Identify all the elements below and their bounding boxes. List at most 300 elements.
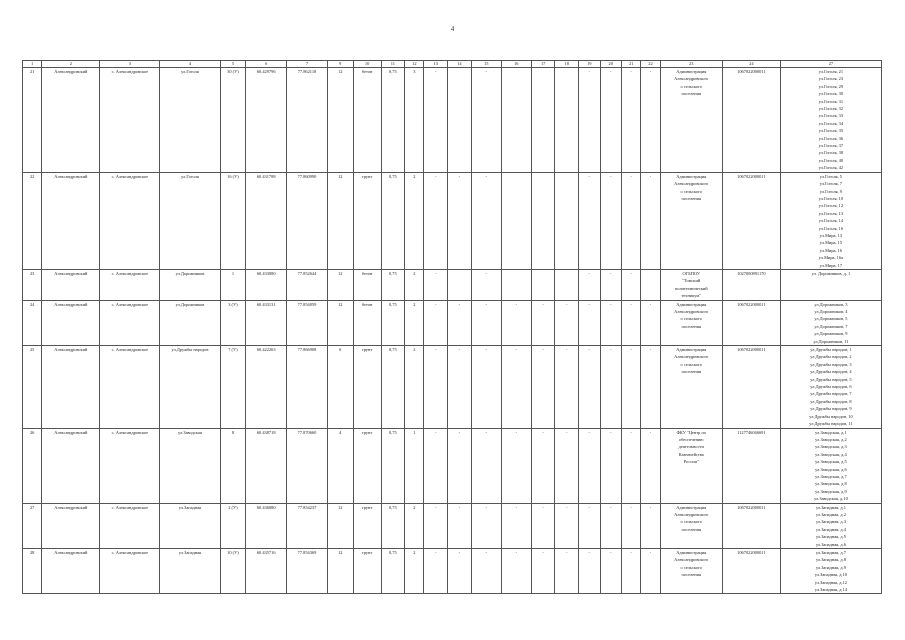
- table-cell: -: [621, 503, 640, 548]
- owner-line: Администрация: [676, 550, 707, 555]
- table-cell: -: [621, 300, 640, 345]
- table-cell: -: [600, 428, 621, 503]
- owner-line: Александровского: [674, 511, 709, 517]
- owner-line: обеспечению: [678, 436, 704, 442]
- table-cell: -: [641, 68, 660, 173]
- table-cell: -: [579, 300, 600, 345]
- table-cell: [555, 68, 579, 173]
- address-line: ул.Дорожников, 7: [814, 323, 848, 329]
- table-cell: -: [471, 549, 501, 594]
- address-line: ул.Заводская, д.9: [815, 488, 847, 494]
- address-line: ул.Гоголя, 7: [819, 181, 842, 187]
- table-cell: [448, 269, 472, 300]
- table-cell: -: [448, 172, 472, 269]
- address-line: ул.Дорожников, 5: [814, 316, 848, 322]
- column-header: 5: [220, 61, 246, 68]
- table-cell: 0,75: [381, 172, 405, 269]
- column-header: 11: [381, 61, 405, 68]
- owner-line: о сельского: [680, 564, 702, 570]
- addresses-cell: [780, 68, 881, 173]
- table-cell: с. Александровское: [100, 503, 160, 548]
- column-header: 16: [501, 61, 531, 68]
- address-line: ул.Дорожников, 9: [814, 331, 848, 337]
- column-header: 3: [100, 61, 160, 68]
- table-cell: 0,75: [381, 68, 405, 173]
- table-cell: 77.866908: [287, 346, 328, 428]
- table-cell: 2: [405, 549, 424, 594]
- owner-line: Администрация: [676, 69, 707, 74]
- addresses-cell: [780, 428, 881, 503]
- table-cell: [501, 68, 531, 173]
- table-cell: -: [424, 269, 448, 300]
- table-row: [23, 172, 882, 269]
- addresses-cell: [780, 503, 881, 548]
- table-cell: -: [471, 68, 501, 173]
- table-cell: 12: [327, 269, 353, 300]
- owner-cell: [660, 503, 722, 548]
- table-cell: Александровский: [42, 549, 100, 594]
- table-cell: 12: [327, 300, 353, 345]
- table-cell: -: [555, 346, 579, 428]
- column-header: 23: [660, 61, 722, 68]
- address-line: ул.Дорожников, 4: [814, 309, 848, 314]
- address-line: ул.Западная, д.8: [815, 557, 846, 563]
- table-cell: -: [424, 172, 448, 269]
- address-line: ул.Западная, д.2: [815, 511, 846, 517]
- table-cell: -: [641, 549, 660, 594]
- address-line: ул.Заводская, д.2: [815, 436, 847, 442]
- table-cell: -: [600, 549, 621, 594]
- address-line: ул.Гоголя, 10: [818, 195, 844, 201]
- table-cell: -: [600, 172, 621, 269]
- owner-cell: [660, 269, 722, 300]
- table-cell: 2: [405, 172, 424, 269]
- table-cell: -: [621, 269, 640, 300]
- table-cell: 22: [23, 172, 42, 269]
- address-line: ул. Дорожников, д. 1: [811, 270, 851, 276]
- table-cell: -: [579, 68, 600, 173]
- owner-line: России": [683, 459, 699, 465]
- address-line: ул.Гоголя, 29: [818, 83, 844, 89]
- table-cell: 0,75: [381, 549, 405, 594]
- table-cell: -: [531, 503, 555, 548]
- address-line: ул.Дружбы народов, 4: [810, 369, 852, 375]
- table-cell: 30 (У): [220, 68, 246, 173]
- column-header: 24: [722, 61, 780, 68]
- table-cell: -: [621, 549, 640, 594]
- address-line: ул.Западная, д.6: [815, 541, 846, 547]
- table-cell: -: [555, 300, 579, 345]
- address-line: ул.Дружбы народов, 6: [810, 384, 852, 390]
- table-cell: бетон: [353, 300, 381, 345]
- address-line: ул.Дружбы народов, 11: [809, 421, 853, 427]
- table-cell: -: [641, 300, 660, 345]
- table-cell: -: [501, 300, 531, 345]
- table-cell: Александровский: [42, 300, 100, 345]
- ogrn-cell: 1067022000011: [722, 503, 780, 548]
- table-cell: -: [600, 503, 621, 548]
- address-line: ул.Западная, д.14: [814, 587, 847, 593]
- table-cell: [501, 269, 531, 300]
- address-line: ул.Западная, д.12: [814, 579, 847, 585]
- address-line: ул.Дорожников, 3: [814, 301, 848, 307]
- table-cell: 12: [327, 172, 353, 269]
- address-line: ул.Гоголя, 37: [818, 143, 844, 149]
- table-cell: 77.862118: [287, 68, 328, 173]
- table-cell: с. Александровское: [100, 68, 160, 173]
- table-cell: 0,75: [381, 300, 405, 345]
- table-cell: Александровский: [42, 428, 100, 503]
- table-cell: 0,75: [381, 346, 405, 428]
- table-cell: -: [579, 269, 600, 300]
- table-cell: с. Александровское: [100, 300, 160, 345]
- table-cell: 77.852644: [287, 269, 328, 300]
- owner-line: "Томский: [682, 278, 701, 284]
- owner-line: Александровского: [674, 76, 709, 82]
- column-header: 15: [471, 61, 501, 68]
- table-cell: ул.Дорожников: [160, 269, 220, 300]
- address-line: ул.Гоголя, 34: [818, 120, 844, 126]
- table-cell: -: [471, 503, 501, 548]
- table-cell: -: [501, 549, 531, 594]
- table-cell: -: [471, 269, 501, 300]
- owner-line: поселения: [681, 572, 701, 578]
- table-cell: грунт: [353, 428, 381, 503]
- table-cell: -: [471, 172, 501, 269]
- table-cell: Александровский: [42, 269, 100, 300]
- table-cell: -: [448, 503, 472, 548]
- address-line: ул.Гоголя, 33: [818, 113, 844, 119]
- table-cell: 27: [23, 503, 42, 548]
- column-header: 19: [579, 61, 600, 68]
- address-line: ул.Западная, д.3: [815, 519, 846, 525]
- column-header: 18: [555, 61, 579, 68]
- owner-line: поселения: [681, 369, 701, 375]
- table-cell: 60.433080: [246, 269, 287, 300]
- table-cell: -: [621, 172, 640, 269]
- table-cell: -: [579, 346, 600, 428]
- address-line: ул.Гоголя, 38: [818, 150, 844, 156]
- table-cell: 28: [23, 549, 42, 594]
- table-cell: 60.433131: [246, 300, 287, 345]
- table-cell: Александровский: [42, 68, 100, 173]
- table-cell: -: [555, 549, 579, 594]
- address-line: ул.Западная, д.5: [815, 534, 846, 540]
- address-line: ул.Гоголя, 23: [818, 76, 844, 82]
- table-cell: 26: [23, 428, 42, 503]
- column-header: 12: [405, 61, 424, 68]
- ogrn-cell: 1027000891170: [722, 269, 780, 300]
- table-cell: с. Александровское: [100, 428, 160, 503]
- table-cell: 77.854369: [287, 549, 328, 594]
- ogrn-cell: 1067022000011: [722, 346, 780, 428]
- owner-line: о сельского: [680, 519, 702, 525]
- owner-cell: [660, 428, 722, 503]
- table-cell: -: [448, 428, 472, 503]
- table-cell: с. Александровское: [100, 172, 160, 269]
- table-cell: -: [471, 300, 501, 345]
- owner-cell: [660, 300, 722, 345]
- table-cell: ул.Западная: [160, 549, 220, 594]
- table-cell: 3: [405, 68, 424, 173]
- table-cell: 77.854237: [287, 503, 328, 548]
- address-line: ул.Гоголя, 14: [818, 218, 844, 224]
- table-cell: [555, 269, 579, 300]
- address-line: ул.Заводская, д.10: [814, 496, 848, 502]
- table-cell: [555, 172, 579, 269]
- table-cell: 77.854059: [287, 300, 328, 345]
- address-line: ул.Западная, д.9: [815, 564, 846, 570]
- table-cell: 2 (У): [220, 503, 246, 548]
- column-header: 7: [287, 61, 328, 68]
- owner-line: техникум": [681, 293, 701, 299]
- owner-line: Администрация: [676, 301, 707, 307]
- table-cell: -: [600, 68, 621, 173]
- addresses-cell: [780, 549, 881, 594]
- owner-line: о сельского: [680, 83, 702, 89]
- address-line: ул.Заводская, д.1: [815, 429, 847, 435]
- owner-line: Александровского: [674, 557, 709, 563]
- address-line: ул.Гоголя, 42: [818, 165, 844, 171]
- owner-line: о сельского: [680, 188, 702, 194]
- table-cell: грунт: [353, 503, 381, 548]
- table-cell: 60.435716: [246, 549, 287, 594]
- address-line: ул.Гоголя, 16: [818, 225, 844, 231]
- ogrn-cell: 1067022000011: [722, 68, 780, 173]
- table-cell: [501, 172, 531, 269]
- address-line: ул.Заводская, д.5: [815, 459, 847, 465]
- table-row: [23, 346, 882, 428]
- table-cell: грунт: [353, 549, 381, 594]
- table-cell: [448, 68, 472, 173]
- owner-line: Александровского: [674, 181, 709, 187]
- column-header: 17: [531, 61, 555, 68]
- owner-line: Администрация: [676, 347, 707, 353]
- table-cell: 24: [23, 300, 42, 345]
- table-cell: -: [579, 549, 600, 594]
- table-cell: 6: [327, 346, 353, 428]
- table-cell: -: [531, 300, 555, 345]
- table-cell: Александровский: [42, 172, 100, 269]
- address-line: ул.Гоголя, 21: [818, 69, 844, 74]
- table-cell: -: [424, 428, 448, 503]
- address-line: ул.Гоголя, 35: [818, 128, 844, 134]
- table-cell: 10 (У): [220, 549, 246, 594]
- table-cell: -: [501, 428, 531, 503]
- address-line: ул.Западная, д.7: [815, 550, 846, 555]
- table-row: [23, 68, 882, 173]
- addresses-cell: [780, 346, 881, 428]
- table-cell: 2: [405, 269, 424, 300]
- address-line: ул.Мира, 17: [819, 262, 843, 268]
- owner-line: Администрация: [676, 504, 707, 510]
- table-cell: -: [621, 346, 640, 428]
- address-line: ул.Мира, 16а: [818, 255, 844, 261]
- column-header: 1: [23, 61, 42, 68]
- table-cell: -: [641, 503, 660, 548]
- table-cell: ул.Гоголя: [160, 68, 220, 173]
- table-cell: -: [471, 346, 501, 428]
- table-cell: 0,75: [381, 503, 405, 548]
- addresses-cell: [780, 300, 881, 345]
- address-line: ул.Мира, 16: [819, 247, 843, 253]
- address-line: ул.Дружбы народов, 5: [810, 376, 852, 382]
- table-cell: ул.Гоголя: [160, 172, 220, 269]
- owner-line: политехнический: [674, 285, 708, 291]
- column-header: 20: [600, 61, 621, 68]
- owner-line: Александровского: [674, 309, 709, 314]
- table-cell: 12: [327, 503, 353, 548]
- table-cell: [531, 68, 555, 173]
- table-cell: 2: [405, 503, 424, 548]
- table-cell: 0,75: [381, 428, 405, 503]
- table-row: [23, 549, 882, 594]
- table-cell: 21: [23, 68, 42, 173]
- table-cell: -: [621, 428, 640, 503]
- owner-line: о сельского: [680, 361, 702, 367]
- table-cell: 3 (У): [220, 300, 246, 345]
- owner-line: поселения: [681, 323, 701, 329]
- address-line: ул.Дружбы народов, 9: [810, 406, 852, 412]
- column-header: 4: [160, 61, 220, 68]
- table-cell: 16 (У): [220, 172, 246, 269]
- table-cell: -: [641, 346, 660, 428]
- column-header: 10: [353, 61, 381, 68]
- registry-body: [23, 68, 882, 594]
- address-line: ул.Гоголя, 13: [818, 210, 844, 216]
- table-cell: -: [531, 549, 555, 594]
- address-line: ул.Гоголя, 30: [818, 91, 844, 97]
- table-cell: бетон: [353, 68, 381, 173]
- address-line: ул.Гоголя, 5: [819, 173, 842, 179]
- table-row: [23, 503, 882, 548]
- owner-line: ФКУ "Центр по: [676, 429, 707, 435]
- table-cell: 12: [327, 68, 353, 173]
- address-line: ул.Дружбы народов, 8: [810, 398, 852, 404]
- table-cell: грунт: [353, 346, 381, 428]
- addresses-cell: [780, 269, 881, 300]
- column-header: 6: [246, 61, 287, 68]
- address-line: ул.Гоголя, 31: [818, 98, 844, 104]
- address-line: ул.Дружбы народов, 10: [809, 413, 853, 419]
- table-cell: 60.438718: [246, 428, 287, 503]
- table-cell: -: [621, 68, 640, 173]
- address-line: ул.Западная, д.4: [815, 526, 846, 532]
- table-cell: [641, 269, 660, 300]
- table-cell: -: [448, 346, 472, 428]
- table-cell: -: [555, 503, 579, 548]
- table-cell: ул.Дружбы народов: [160, 346, 220, 428]
- table-cell: Александровский: [42, 503, 100, 548]
- column-header: 22: [641, 61, 660, 68]
- address-line: ул.Дружбы народов, 2: [810, 354, 852, 360]
- address-line: ул.Заводская, д.7: [815, 473, 847, 479]
- address-line: ул.Заводская, д.6: [815, 466, 847, 472]
- table-cell: [531, 269, 555, 300]
- table-cell: -: [424, 503, 448, 548]
- table-cell: -: [424, 346, 448, 428]
- table-cell: 77.860990: [287, 172, 328, 269]
- column-header: 13: [424, 61, 448, 68]
- table-cell: 60.431788: [246, 172, 287, 269]
- table-cell: 1: [405, 428, 424, 503]
- address-line: ул.Западная, д.10: [814, 572, 847, 578]
- table-cell: -: [641, 172, 660, 269]
- address-line: ул.Гоголя, 12: [818, 203, 844, 209]
- table-cell: 1: [220, 269, 246, 300]
- ogrn-cell: 1127746046691: [722, 428, 780, 503]
- address-line: ул.Гоголя, 32: [818, 106, 844, 112]
- table-row: [23, 269, 882, 300]
- address-line: ул.Дружбы народов, 3: [810, 361, 852, 367]
- owner-cell: [660, 346, 722, 428]
- table-cell: -: [531, 346, 555, 428]
- table-cell: 8: [220, 428, 246, 503]
- table-cell: Александровский: [42, 346, 100, 428]
- owner-line: деятельности: [678, 444, 704, 450]
- table-cell: -: [424, 68, 448, 173]
- table-cell: 2: [405, 300, 424, 345]
- owner-line: Администрация: [676, 173, 707, 179]
- table-cell: с. Александровское: [100, 269, 160, 300]
- page-number: 4: [450, 25, 455, 33]
- table-cell: 25: [23, 346, 42, 428]
- address-line: ул.Мира, 15: [819, 240, 843, 246]
- ogrn-cell: 1067022000011: [722, 549, 780, 594]
- table-cell: ул.Дорожников: [160, 300, 220, 345]
- table-cell: -: [579, 503, 600, 548]
- table-cell: -: [531, 428, 555, 503]
- table-cell: -: [600, 300, 621, 345]
- owner-line: поселения: [681, 526, 701, 532]
- table-cell: -: [424, 549, 448, 594]
- table-cell: с. Александровское: [100, 346, 160, 428]
- table-row: [23, 300, 882, 345]
- table-row: [23, 428, 882, 503]
- table-cell: -: [501, 346, 531, 428]
- table-cell: 23: [23, 269, 42, 300]
- table-cell: -: [424, 300, 448, 345]
- column-header: 27: [780, 61, 881, 68]
- table-cell: -: [579, 172, 600, 269]
- address-line: ул.Дорожников, 11: [813, 338, 849, 344]
- owner-line: поселения: [681, 195, 701, 201]
- column-header: 9: [327, 61, 353, 68]
- address-line: ул.Дружбы народов, 1: [810, 347, 852, 353]
- table-cell: -: [600, 346, 621, 428]
- table-cell: -: [471, 428, 501, 503]
- table-cell: 4: [327, 428, 353, 503]
- column-number-row: [23, 61, 882, 68]
- owner-line: Александровского: [674, 354, 709, 360]
- address-line: ул.Гоголя, 40: [818, 157, 844, 163]
- table-cell: [531, 172, 555, 269]
- owner-line: Казначейства: [678, 451, 704, 457]
- table-cell: -: [448, 549, 472, 594]
- column-header: 2: [42, 61, 100, 68]
- table-cell: -: [579, 428, 600, 503]
- table-cell: 0,75: [381, 269, 405, 300]
- owner-cell: [660, 549, 722, 594]
- table-cell: с. Александровское: [100, 549, 160, 594]
- table-cell: 77.870660: [287, 428, 328, 503]
- table-cell: 60.429796: [246, 68, 287, 173]
- address-line: ул.Западная, д.1: [815, 504, 846, 510]
- table-cell: бетон: [353, 269, 381, 300]
- table-cell: 60.436080: [246, 503, 287, 548]
- owner-cell: [660, 172, 722, 269]
- owner-line: о сельского: [680, 316, 702, 322]
